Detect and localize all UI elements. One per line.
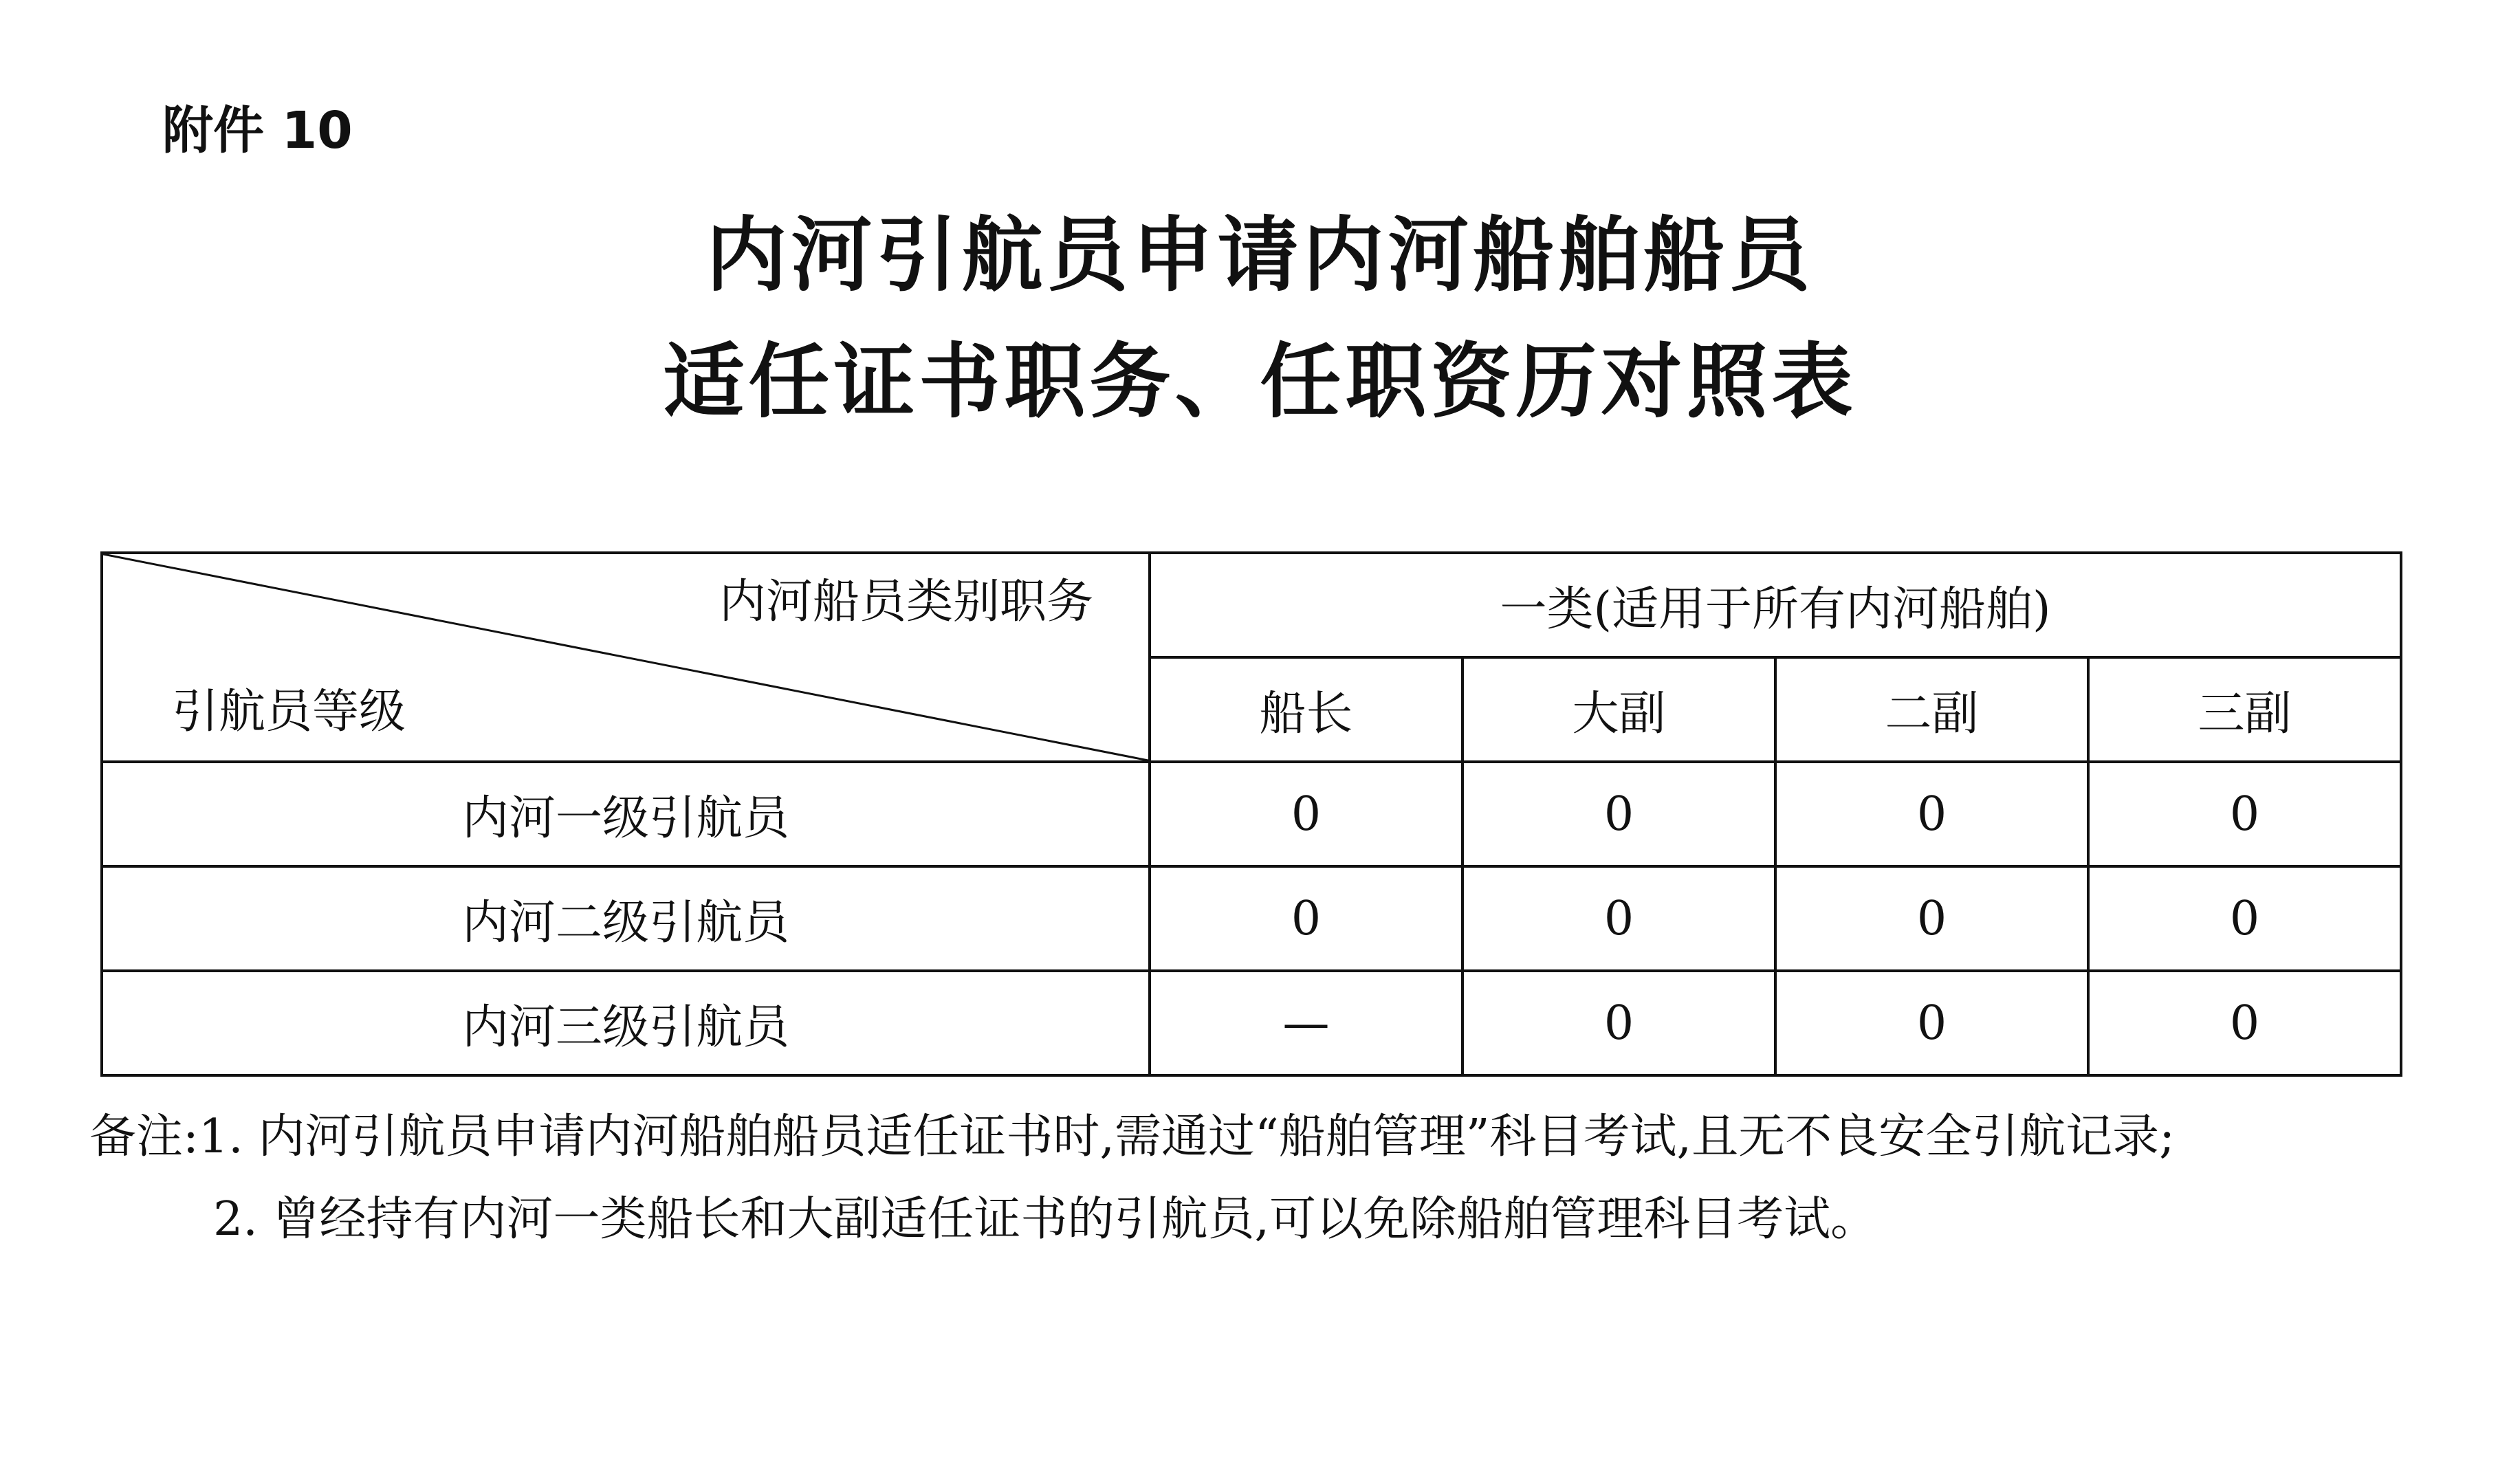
corner-bottom-label: 引航员等级 <box>172 685 406 739</box>
document-title-line-2: 适任证书职务、任职资历对照表 <box>663 334 1857 429</box>
column-header-third-mate: 三副 <box>2088 657 2401 762</box>
column-header-second-mate: 二副 <box>1775 657 2088 762</box>
remark-note-1: 备注:1. 内河引航员申请内河船舶船员适任证书时,需通过“船舶管理”科目考试,且无不良安全引航记录; <box>89 1110 2176 1164</box>
table-cell: 0 <box>2088 762 2401 866</box>
qualification-table <box>100 551 2402 1077</box>
group-header-cell: 一类(适用于所有内河船舶) <box>1150 553 2401 657</box>
table-cell: 0 <box>1462 866 1775 971</box>
table-cell: 0 <box>1462 762 1775 866</box>
table-row <box>102 971 2401 1075</box>
table-cell: 0 <box>1150 762 1462 866</box>
corner-top-label: 内河船员类别职务 <box>719 575 1093 629</box>
table-cell: 0 <box>1775 866 2088 971</box>
attachment-label: 附件 10 <box>162 101 353 160</box>
header-row-group <box>102 553 2401 657</box>
remark-note-2: 2. 曾经持有内河一类船长和大副适任证书的引航员,可以免除船舶管理科目考试。 <box>213 1192 1878 1247</box>
table-row <box>102 866 2401 971</box>
table-cell: 0 <box>1775 762 2088 866</box>
column-header-captain: 船长 <box>1150 657 1462 762</box>
table-cell: 0 <box>2088 866 2401 971</box>
table-cell: — <box>1150 971 1462 1075</box>
table-row <box>102 762 2401 866</box>
table-cell: 0 <box>1462 971 1775 1075</box>
row-grade-label: 内河三级引航员 <box>102 971 1150 1075</box>
corner-header-cell <box>102 553 1150 762</box>
column-header-chief-mate: 大副 <box>1462 657 1775 762</box>
table-cell: 0 <box>2088 971 2401 1075</box>
table-cell: 0 <box>1775 971 2088 1075</box>
table-cell: 0 <box>1150 866 1462 971</box>
row-grade-label: 内河一级引航员 <box>102 762 1150 866</box>
row-grade-label: 内河二级引航员 <box>102 866 1150 971</box>
document-title-line-1: 内河引航员申请内河船舶船员 <box>705 208 1815 303</box>
